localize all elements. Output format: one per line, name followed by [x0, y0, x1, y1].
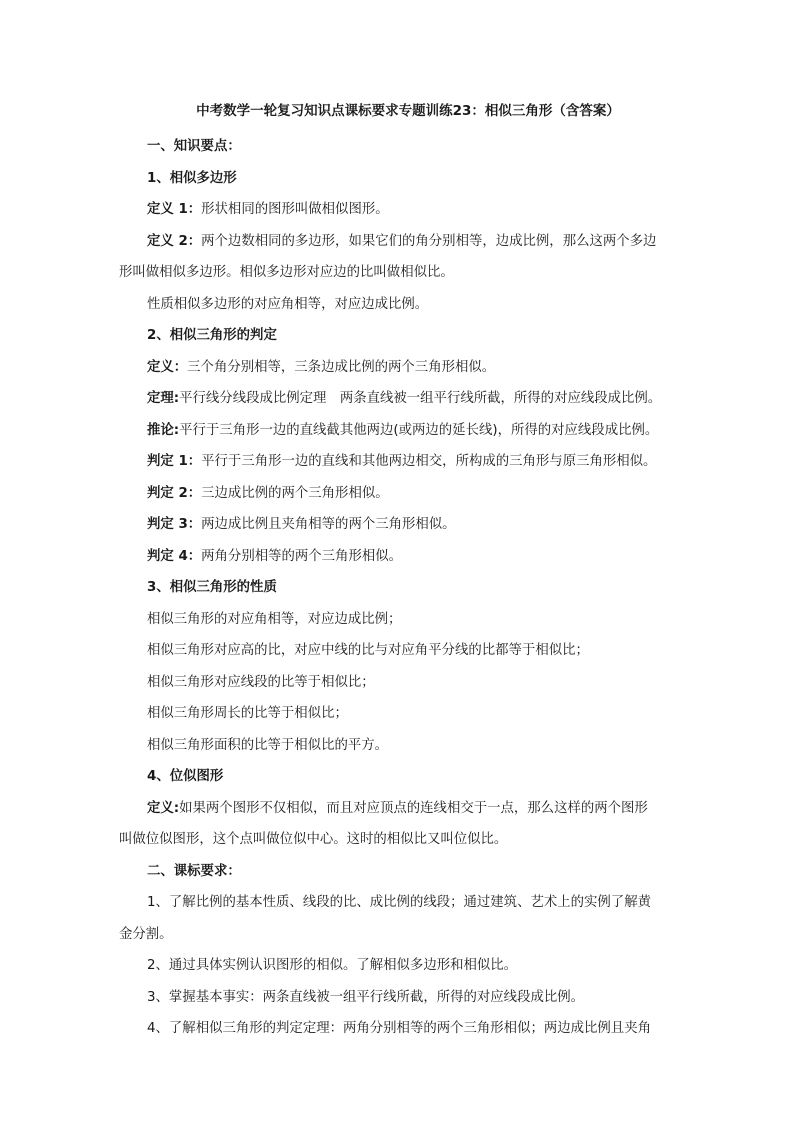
- document-body: [119, 100, 679, 1045]
- document-title: 中考数学一轮复习知识点课标要求专题训练23：相似三角形（含答案）: [196, 103, 620, 119]
- criterion-3-label: 判定 3：: [147, 517, 202, 532]
- property-4: 相似三角形周长的比等于相似比；: [147, 706, 348, 721]
- criterion-1-label: 判定 1：: [147, 454, 202, 469]
- property-1: 相似三角形的对应角相等，对应边成比例；: [147, 611, 402, 627]
- corollary-text: 平行于三角形一边的直线截其他两边(或两边的延长线)，所得的对应线段成比例。: [179, 422, 659, 438]
- definition-homothety-continued: 叫做位似图形，这个点叫做位似中心。这时的相似比又叫位似比。: [119, 832, 508, 847]
- criterion-1: [119, 446, 679, 478]
- definition-homothety-text: 如果两个图形不仅相似，而且对应顶点的连线相交于一点，那么这样的两个图形: [179, 800, 648, 816]
- definition-1-text: 形状相同的图形叫做相似图形。: [201, 202, 389, 217]
- theorem-label: 定理:: [147, 391, 180, 406]
- theorem-text: 平行线分线段成比例定理 两条直线被一组平行线所截，所得的对应线段成比例。: [179, 391, 662, 406]
- definition-homothety: [119, 793, 679, 825]
- definition-triangle-text: 三个角分别相等，三条边成比例的两个三角形相似。: [187, 359, 496, 375]
- criterion-4-label: 判定 4：: [147, 548, 202, 564]
- property-similar-polygons: 性质相似多边形的对应角相等，对应边成比例。: [147, 296, 429, 312]
- definition-2-text: 两个边数相同的多边形，如果它们的角分别相等，边成比例，那么这两个多边: [201, 233, 657, 249]
- definition-triangle: [119, 352, 679, 384]
- corollary: [119, 415, 679, 447]
- definition-1: [119, 194, 679, 226]
- definition-1-label: 定义 1：: [147, 202, 202, 217]
- property-2: 相似三角形对应高的比，对应中线的比与对应角平分线的比都等于相似比；: [147, 643, 589, 658]
- subsection-triangle-properties: 3、相似三角形的性质: [147, 580, 277, 595]
- definition-2: [119, 226, 679, 258]
- corollary-label: 推论:: [147, 422, 180, 438]
- section-heading-knowledge: 一、知识要点：: [147, 139, 241, 154]
- criterion-4-text: 两角分别相等的两个三角形相似。: [201, 548, 403, 564]
- theorem-parallel-lines: [119, 383, 679, 415]
- definition-2-continued: 形叫做相似多边形。相似多边形对应边的比叫做相似比。: [119, 265, 454, 280]
- criterion-4: [119, 541, 679, 573]
- property-5: 相似三角形面积的比等于相似比的平方。: [147, 737, 389, 753]
- property-3: 相似三角形对应线段的比等于相似比；: [147, 674, 375, 690]
- criterion-2-label: 判定 2：: [147, 485, 202, 501]
- requirement-3: 3、掌握基本事实：两条直线被一组平行线所截，所得的对应线段成比例。: [147, 989, 585, 1005]
- definition-homothety-label: 定义:: [147, 800, 180, 816]
- definition-2-label: 定义 2：: [147, 233, 202, 249]
- criterion-1-text: 平行于三角形一边的直线和其他两边相交，所构成的三角形与原三角形相似。: [201, 454, 657, 469]
- criterion-2: [119, 478, 679, 510]
- subsection-similar-polygons: 1、相似多边形: [147, 170, 237, 186]
- requirement-2: 2、通过具体实例认识图形的相似。了解相似多边形和相似比。: [147, 958, 518, 973]
- requirement-1: 1、了解比例的基本性质、线段的比、成比例的线段；通过建筑、艺术上的实例了解黄: [147, 895, 651, 910]
- subsection-homothetic-figures: 4、位似图形: [147, 769, 224, 784]
- definition-triangle-label: 定义：: [147, 359, 188, 375]
- requirement-4: 4、了解相似三角形的判定定理：两角分别相等的两个三角形相似；两边成比例且夹角: [147, 1021, 651, 1036]
- criterion-3-text: 两边成比例且夹角相等的两个三角形相似。: [201, 517, 456, 532]
- criterion-3: [119, 509, 679, 541]
- criterion-2-text: 三边成比例的两个三角形相似。: [201, 485, 389, 501]
- subsection-triangle-criteria: 2、相似三角形的判定: [147, 328, 277, 343]
- section-heading-curriculum: 二、课标要求：: [147, 863, 241, 879]
- requirement-1-continued: 金分割。: [119, 926, 173, 942]
